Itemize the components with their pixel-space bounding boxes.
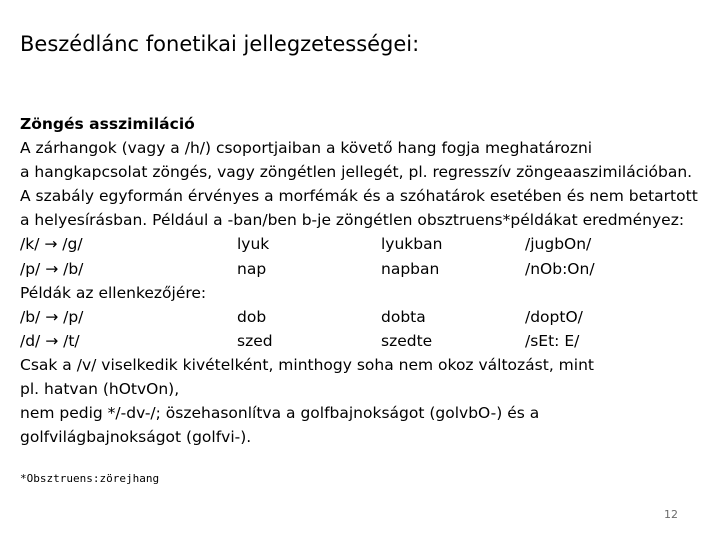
example-rule: /b/ → /p/ <box>20 307 84 326</box>
example-rule: /p/ → /b/ <box>20 259 84 278</box>
closing-line: Csak a /v/ viselkedik kivételként, minthogy soha nem okoz változást, mint <box>20 355 594 374</box>
page-number: 12 <box>664 508 678 521</box>
counter-examples-label: Példák az ellenkezőjére: <box>20 283 207 302</box>
footnote: *Obsztruens:zörejhang <box>20 472 160 485</box>
example-transcription: /sEt: E/ <box>525 331 580 350</box>
closing-line: golfvilágbajnokságot (golfvi-). <box>20 428 252 447</box>
example-transcription: /jugbOn/ <box>525 235 592 254</box>
example-transcription: /doptO/ <box>525 307 583 326</box>
example-row <box>20 305 720 329</box>
example-row <box>20 329 720 353</box>
slide-body <box>20 112 720 449</box>
example-row <box>20 257 720 281</box>
example-rule: /d/ → /t/ <box>20 331 80 350</box>
section-heading: Zöngés asszimiláció <box>20 115 195 133</box>
intro-line: A szabály egyformán érvényes a morfémák és a szóhatárok esetében és nem betartott <box>20 187 698 206</box>
example-derived: napban <box>381 259 440 278</box>
intro-line: A zárhangok (vagy a /h/) csoportjaiban a követő hang fogja meghatározni <box>20 139 593 158</box>
example-derived: dobta <box>381 307 426 326</box>
closing-line: nem pedig */-dv-/; öszehasonlítva a golfbajnokságot (golvbO-) és a <box>20 404 540 423</box>
intro-line: a helyesírásban. Például a -ban/ben b-je zöngétlen obsztruens*példákat eredményez: <box>20 211 685 230</box>
example-row <box>20 232 720 256</box>
example-word: szed <box>237 331 273 350</box>
example-word: lyuk <box>237 235 270 254</box>
example-derived: szedte <box>381 331 433 350</box>
example-derived: lyukban <box>381 235 443 254</box>
closing-line: pl. hatvan (hOtvOn), <box>20 380 180 399</box>
example-word: nap <box>237 259 267 278</box>
example-transcription: /nOb:On/ <box>525 259 595 278</box>
intro-line: a hangkapcsolat zöngés, vagy zöngétlen jellegét, pl. regresszív zöngeaaszimilációban. <box>20 163 693 182</box>
example-rule: /k/ → /g/ <box>20 235 83 254</box>
example-word: dob <box>237 307 267 326</box>
slide-title: Beszédlánc fonetikai jellegzetességei: <box>20 32 420 56</box>
